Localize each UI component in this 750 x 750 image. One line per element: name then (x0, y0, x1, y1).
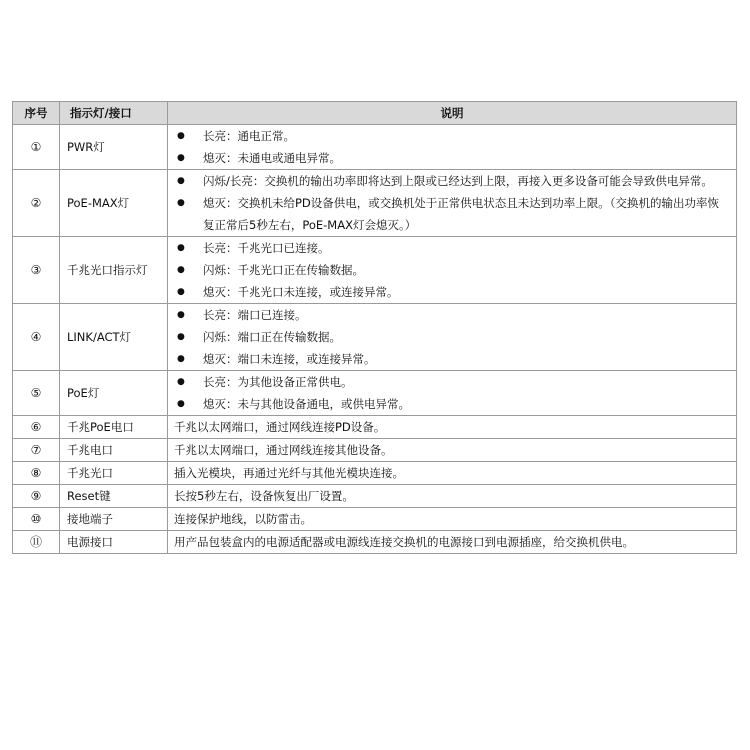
table-row (13, 462, 737, 485)
row-description: 连接保护地线，以防雷击。 (168, 508, 737, 531)
row-number: ③ (13, 237, 60, 304)
row-description: 长按5秒左右，设备恢复出厂设置。 (168, 485, 737, 508)
header-indicator-interface: 指示灯/接口 (60, 102, 168, 125)
row-description: 用产品包装盒内的电源适配器或电源线连接交换机的电源接口到电源插座，给交换机供电。 (168, 531, 737, 554)
row-number: ⑦ (13, 439, 60, 462)
row-description (168, 304, 737, 371)
bullet-item: ● 闪烁：千兆光口正在传输数据。 (174, 259, 728, 281)
table-row (13, 531, 737, 554)
row-description (168, 237, 737, 304)
bullet-item: ● 闪烁/长亮：交换机的输出功率即将达到上限或已经达到上限，再接入更多设备可能会导致供电异常。 (174, 170, 728, 192)
bullet-item: ● 长亮：通电正常。 (174, 125, 728, 147)
row-name: 电源接口 (60, 531, 168, 554)
indicator-interface-table (12, 101, 737, 554)
row-number: ① (13, 125, 60, 170)
table-row (13, 371, 737, 416)
bullet-item: ● 长亮：千兆光口已连接。 (174, 237, 728, 259)
row-name: 千兆光口指示灯 (60, 237, 168, 304)
row-number: ⑩ (13, 508, 60, 531)
row-name: PWR灯 (60, 125, 168, 170)
bullet-item: ● 长亮：为其他设备正常供电。 (174, 371, 728, 393)
header-description: 说明 (168, 102, 737, 125)
row-number: ⑥ (13, 416, 60, 439)
row-name: 接地端子 (60, 508, 168, 531)
table-row (13, 439, 737, 462)
row-name: 千兆电口 (60, 439, 168, 462)
table-row (13, 304, 737, 371)
header-number: 序号 (13, 102, 60, 125)
bullet-item: ● 熄灭：端口未连接，或连接异常。 (174, 348, 728, 370)
bullet-item: ● 熄灭：未与其他设备通电，或供电异常。 (174, 393, 728, 415)
row-number: ② (13, 170, 60, 237)
row-description: 千兆以太网端口，通过网线连接其他设备。 (168, 439, 737, 462)
row-name: LINK/ACT灯 (60, 304, 168, 371)
row-description (168, 170, 737, 237)
bullet-item: ● 闪烁：端口正在传输数据。 (174, 326, 728, 348)
bullet-item: ● 长亮：端口已连接。 (174, 304, 728, 326)
row-name: PoE灯 (60, 371, 168, 416)
table-row (13, 485, 737, 508)
row-name: 千兆光口 (60, 462, 168, 485)
table-row (13, 508, 737, 531)
table-row (13, 125, 737, 170)
bullet-item: ● 熄灭：交换机未给PD设备供电，或交换机处于正常供电状态且未达到功率上限。（交换机的输出功率恢复正常后5秒左右，PoE-MAX灯会熄灭。） (174, 192, 728, 236)
bullet-item: ● 熄灭：千兆光口未连接，或连接异常。 (174, 281, 728, 303)
row-number: ⑪ (13, 531, 60, 554)
row-description: 插入光模块，再通过光纤与其他光模块连接。 (168, 462, 737, 485)
row-name: PoE-MAX灯 (60, 170, 168, 237)
row-number: ④ (13, 304, 60, 371)
row-name: Reset键 (60, 485, 168, 508)
row-number: ⑨ (13, 485, 60, 508)
table-header-row (13, 102, 737, 125)
bullet-item: ● 熄灭：未通电或通电异常。 (174, 147, 728, 169)
row-name: 千兆PoE电口 (60, 416, 168, 439)
row-number: ⑧ (13, 462, 60, 485)
table-row (13, 170, 737, 237)
row-description (168, 371, 737, 416)
row-description (168, 125, 737, 170)
row-number: ⑤ (13, 371, 60, 416)
row-description: 千兆以太网端口，通过网线连接PD设备。 (168, 416, 737, 439)
table-row (13, 416, 737, 439)
table-row (13, 237, 737, 304)
